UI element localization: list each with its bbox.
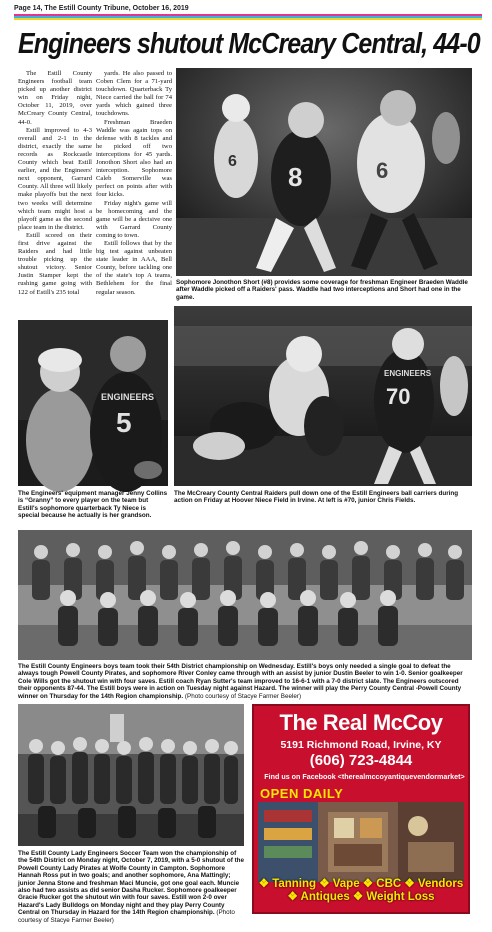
caption-mccreary-action: The McCreary County Central Raiders pull down one of the Estill Engineers ball carriers during action on Friday at Hoover Niece Field in Irvine. At left is #70, junior Chris Fields. — [174, 490, 459, 505]
ad-facebook: Find us on Facebook <therealmccoyantiquevendormarket> — [264, 772, 465, 781]
advertisement-real-mccoy — [252, 704, 470, 914]
football-coverage-image — [176, 68, 472, 276]
story-paragraph: yards. He also passed to Coben Clem for a 71-yard touchdown. Quarterback Ty Niece carried the ball for 74 yards which gained three touchdowns. — [96, 70, 172, 118]
header-rule-yellow — [14, 18, 482, 20]
jersey-number: 5 — [116, 407, 132, 438]
lady-engineers-image — [18, 704, 244, 846]
headline: Engineers shutout McCreary Central, 44-0 — [18, 28, 480, 60]
ad-open-daily: OPEN DAILY — [260, 786, 344, 801]
jersey-name: ENGINEERS — [384, 369, 432, 378]
page-header — [14, 4, 482, 20]
caption-equipment-manager: The Engineers' equipment manager Jenny Collins is “Granny” to every player on the team but Estill's sophomore quarterback Ty Niece is special because he actually is her grandson. — [18, 490, 168, 520]
story-paragraph: Estill scored on their first drive against the Raiders and had little trouble picking up the shutout victory. Senior Justin Stamper kept the rushing game going with 122 of Estill's 235 total — [18, 231, 92, 296]
equipment-manager-image — [18, 320, 168, 486]
caption-boys-soccer-team — [18, 663, 472, 701]
caption-text: The Estill County Engineers boys team took their 54th District championship on Wednesday. Estill's boys only needed a single goal to defeat the always tough Powell County Pirates, and sophomore River Conley came through with an assist by junior Dustin Beeler to win 1-0. Senior goalkeeper Cole Wills got the shutout win with four saves. Estill coach Ryan Sutter's team improved to 16-6-1 with a 7-0 district slate. The Engineers outscored their opponents 87-44. The Estill boys were in action on Tuesday night against Hazard. The winner will play the Perry County Central -Powell County winner on Thursday for the 14th Region championship. — [18, 663, 463, 700]
photo-mccreary-action — [174, 306, 472, 486]
ad-services-line-1: ❖ Tanning ❖ Vape ❖ CBC ❖ Vendors — [258, 878, 464, 890]
story-paragraph: The Estill County Engineers football team picked up another district win on Friday night, October 11, 2019, over McCreary County Central, 44-0. — [18, 70, 92, 126]
caption-lady-engineers-team — [18, 850, 245, 924]
mccreary-action-image — [174, 306, 472, 486]
boys-soccer-team-image — [18, 530, 472, 660]
story-paragraph: Estill follows that by the big test against unbeaten state leader in AAA, Bell County, before tackling one of the state's top A teams, Bethlehem for the final regular season. — [96, 239, 172, 296]
ad-store-photo — [258, 802, 464, 882]
story-column-1 — [18, 70, 92, 318]
story-column-2 — [96, 70, 172, 318]
photo-football-coverage — [176, 68, 472, 276]
story-paragraph: Estill improved to 4-3 overall and 2-1 in the district, exactly the same records as Rockcastle County which beat Estill earlier, and the Engineers' next opponent, Garrard County. All three will likely make playoffs but the next two weeks will determine which team might host a playoff game as the second place team in the district. — [18, 126, 92, 231]
page-line: Page 14, The Estill County Tribune, October 16, 2019 — [14, 5, 189, 12]
story-paragraph: Friday night's game will be homecoming and the game will be a decisive one with Garrard County coming to town. — [96, 199, 172, 239]
ad-phone: (606) 723-4844 — [309, 752, 413, 769]
photo-equipment-manager — [18, 320, 168, 486]
caption-football-coverage: Sophomore Jonothon Short (#8) provides some coverage for freshman Engineer Braeden Waddle after Waddle picked off a Raiders' pass. Waddle had two interceptions and Short had one in the game. — [176, 279, 468, 301]
caption-text: The Estill County Lady Engineers Soccer Team won the championship of the 54th District on Monday night, October 7, 2019, with a 5-0 shutout of the Powell County Lady Pirates at Wolfe County in Campton. Sophomore Hannah Ross put in two goals; and another sophomore, Ana Mattingly; junior Jenna Stone and freshman Maci Muncie, got one goal each. Muncie also had two assists as did senior Dasha Rucker. Sophomore goalkeeper Gracie Rucker got the shutout win with four saves. Estill won 2-0 over Hazard's Lady Bulldogs on Monday night and they play Perry County Central on Thursday in Hazard for the 14th Region championship. — [18, 850, 245, 917]
photo-lady-engineers-team — [18, 704, 244, 846]
story-paragraph: Freshman Braeden Waddle was again tops on defense with 8 tackles and he picked off two interceptions for 45 yards. Jonothon Short also had an interception. Sophomore Caleb Somerville was perfect on points after with four kicks. — [96, 118, 172, 199]
svg-text:6: 6 — [228, 153, 237, 170]
jersey-number: 8 — [288, 162, 303, 192]
ad-services-line-2: ❖ Antiques ❖ Weight Loss — [287, 891, 435, 903]
ad-services — [254, 878, 468, 904]
photo-boys-soccer-team — [18, 530, 472, 660]
ad-business-name: The Real McCoy — [279, 710, 443, 735]
photo-credit: (Photo courtesy of Stacye Farmer Beeler) — [184, 692, 302, 700]
store-interior-image — [258, 802, 464, 882]
jersey-number: 6 — [376, 158, 389, 183]
jersey-number: 70 — [386, 384, 411, 409]
jersey-name: ENGINEERS — [101, 392, 155, 402]
photo-credit: (Photo courtesy of Stacye Farmer Beeler) — [18, 909, 235, 924]
ad-address: 5191 Richmond Road, Irvine, KY — [280, 739, 442, 751]
